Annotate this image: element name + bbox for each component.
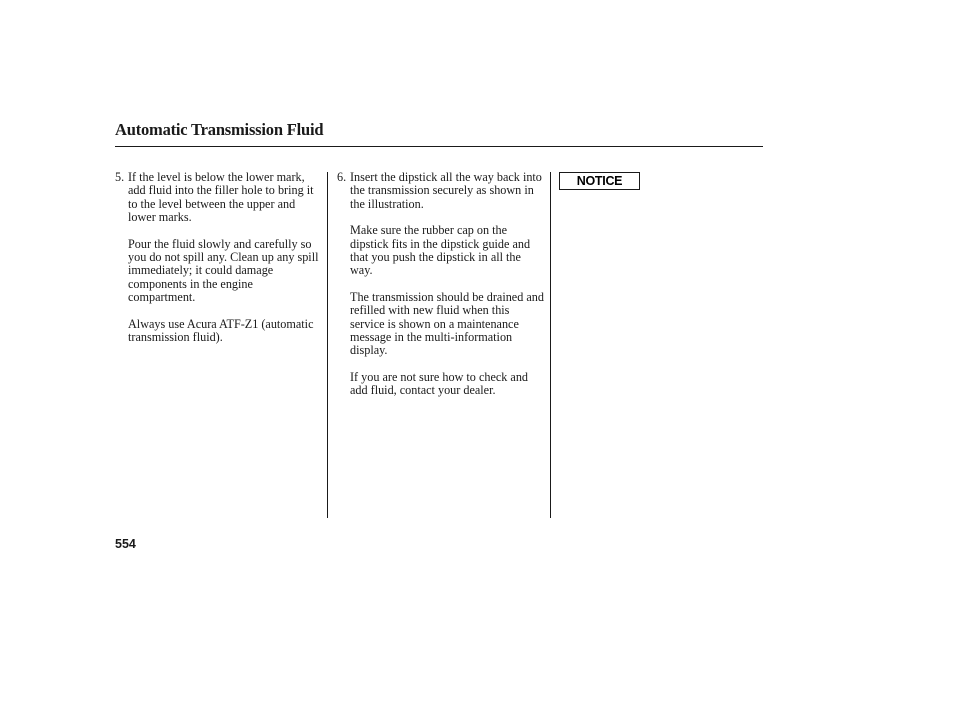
page-number: 554 [115, 537, 136, 551]
pour-fluid-paragraph: Pour the fluid slowly and carefully so you do not spill any. Clean up any spill immediately; it could damage components in the engine compartment. [128, 236, 319, 305]
rubber-cap-paragraph: Make sure the rubber cap on the dipstick fits in the dipstick guide and that you push the dipstick in all the way. [350, 223, 531, 278]
title-divider [115, 146, 763, 147]
step-6-text: Insert the dipstick all the way back into the transmission securely as shown in the illustration. [350, 170, 542, 211]
drain-refill-paragraph: The transmission should be drained and refilled with new fluid when this service is shown on a maintenance message in the multi-information display. [350, 289, 544, 358]
fluid-type-paragraph: Always use Acura ATF-Z1 (automatic transmission fluid). [128, 316, 314, 345]
step-5-text: If the level is below the lower mark, add fluid into the filler hole to bring it to the level between the upper and lower marks. [128, 170, 314, 225]
step-6 [337, 171, 545, 211]
notice-label-box [559, 172, 640, 190]
contact-dealer-paragraph: If you are not sure how to check and add fluid, contact your dealer. [350, 369, 529, 398]
middle-column [337, 171, 545, 411]
step-5 [115, 171, 323, 225]
column-divider-2 [550, 172, 551, 518]
page-title: Automatic Transmission Fluid [115, 120, 324, 139]
step-6-number: 6. [337, 170, 347, 184]
left-column [115, 171, 323, 357]
notice-label: NOTICE [576, 173, 623, 188]
step-5-number: 5. [115, 170, 125, 184]
column-divider-1 [327, 172, 328, 518]
